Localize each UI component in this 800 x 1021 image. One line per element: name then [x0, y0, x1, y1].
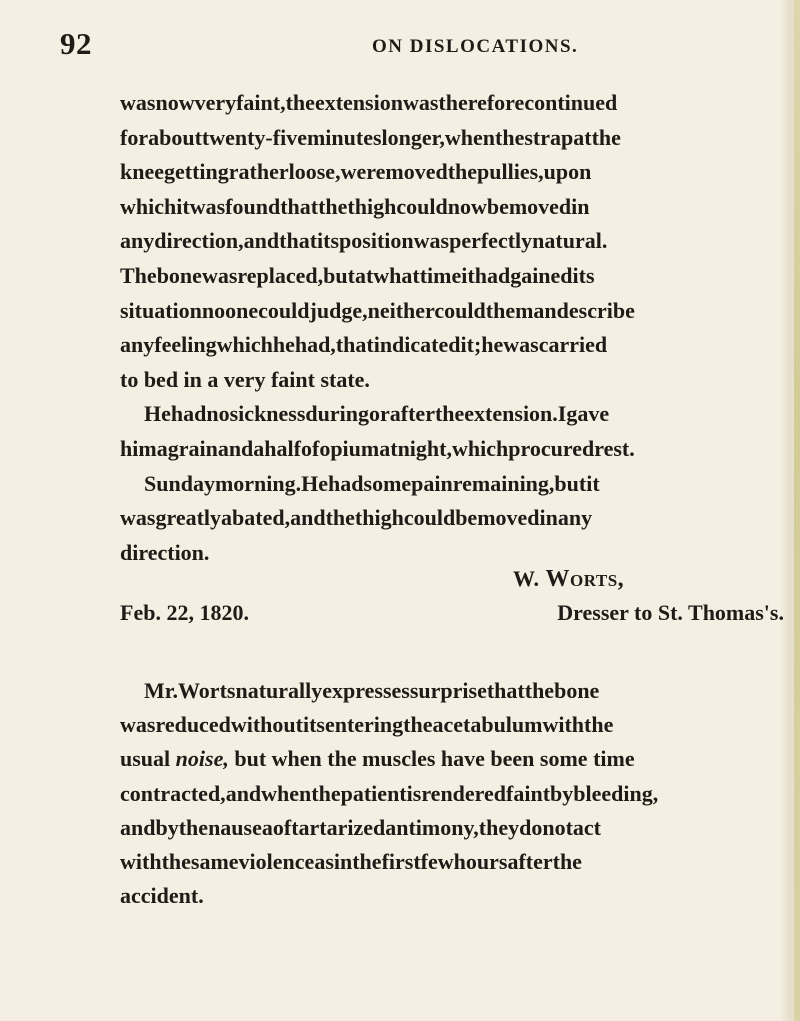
date-title-line [120, 600, 784, 626]
signature-name [513, 566, 624, 593]
text-line: andbythenauseaoftartarizedantimony,theydonotact [120, 814, 602, 840]
italic-word: noise, [175, 746, 229, 772]
text-line: whichitwasfoundthatthethighcouldnowbemovedin [120, 193, 590, 219]
letter-date: Feb. 22, 1820. [120, 600, 249, 625]
text-line: situationnoonecouldjudge,neithercouldthemandescribe [120, 297, 635, 323]
signature-initial: W. [513, 566, 540, 591]
signature-surname: Worts, [545, 566, 625, 592]
text-line [120, 742, 784, 776]
text-line: Mr.Wortsnaturallyexpressessurprisethatthebone [144, 678, 600, 703]
page-number: 92 [60, 26, 92, 61]
paragraph-1 [120, 86, 784, 570]
text-line: contracted,andwhenthepatientisrenderedfaintbybleeding, [120, 780, 659, 806]
text-line: forabouttwenty-fiveminuteslonger,whenthestrapatthe [120, 124, 621, 150]
text-line: wasnowveryfaint,theextensionwasthereforecontinued [120, 90, 618, 115]
text-line: himagrainandahalfofopiumatnight,whichprocuredrest. [120, 435, 635, 461]
text-line: anyfeelingwhichhehad,thatindicatedit;hewascarried [120, 332, 608, 358]
text-line: withthesameviolenceasinthefirstfewhoursafterthe [120, 848, 582, 874]
running-head: ON DISLOCATIONS. [372, 36, 579, 57]
text-line: Sundaymorning.Hehadsomepainremaining,butit [144, 470, 600, 496]
text-line: to bed in a very faint state. [120, 366, 370, 392]
page-header [0, 26, 800, 62]
text-line: accident. [120, 883, 204, 909]
text-word: usual [120, 746, 171, 772]
text-line: wasgreatlyabated,andthethighcouldbemovedinany [120, 505, 593, 531]
text-line: direction. [120, 539, 210, 565]
page-edge [794, 0, 800, 1021]
text-line: anydirection,andthatitspositionwasperfectlynatural. [120, 228, 608, 254]
paragraph-2 [120, 674, 784, 913]
text-fragment: but when the muscles have been some time [234, 746, 635, 772]
text-line: kneegettingratherloose,weremovedthepullies,upon [120, 159, 592, 185]
text-line: Thebonewasreplaced,butatwhattimeithadgainedits [120, 262, 595, 288]
signature-title: Dresser to St. Thomas's. [557, 600, 784, 625]
text-line: Hehadnosicknessduringoraftertheextension.Igave [144, 401, 610, 427]
text-line: wasreducedwithoutitsenteringtheacetabulumwiththe [120, 712, 614, 738]
